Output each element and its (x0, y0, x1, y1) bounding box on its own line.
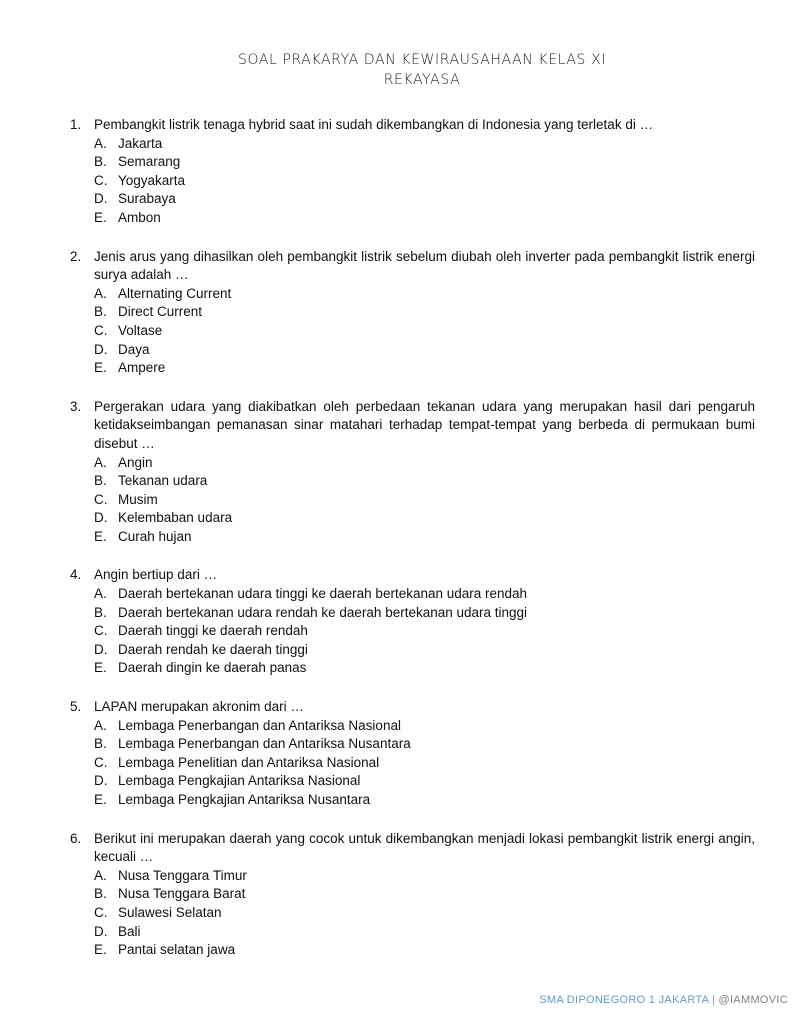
option-text: Surabaya (118, 191, 176, 207)
option-letter: C. (94, 754, 108, 770)
answer-option (94, 472, 755, 491)
answer-options (70, 454, 755, 547)
option-letter: C. (94, 172, 108, 188)
option-text: Lembaga Penerbangan dan Antariksa Nusantara (118, 736, 411, 752)
answer-option (94, 341, 755, 360)
option-letter: A. (94, 285, 107, 301)
option-text: Voltase (118, 322, 163, 338)
footer-separator: | (711, 994, 716, 1006)
question-text: Pergerakan udara yang diakibatkan oleh perbedaan tekanan udara yang merupakan hasil dari pengaruh ketidakseimbangan pemanasan sinar matahari terhadap tempat-tempat yang berbeda di permukaan bumi disebut … (94, 398, 755, 451)
option-text: Musim (118, 491, 158, 507)
answer-option (94, 359, 755, 378)
option-text: Lembaga Pengkajian Antariksa Nasional (118, 773, 361, 789)
question-text: LAPAN merupakan akronim dari … (94, 699, 304, 715)
option-text: Daya (118, 341, 150, 357)
answer-option (94, 153, 755, 172)
answer-option (94, 303, 755, 322)
option-text: Curah hujan (118, 528, 192, 544)
option-text: Daerah rendah ke daerah tinggi (118, 641, 308, 657)
answer-option (94, 923, 755, 942)
page-footer (539, 994, 788, 1006)
question-item (70, 830, 755, 960)
question-item (70, 398, 755, 547)
option-text: Ambon (118, 209, 161, 225)
option-letter: D. (94, 641, 108, 657)
option-text: Yogyakarta (118, 172, 186, 188)
answer-options (70, 867, 755, 960)
option-text: Daerah bertekanan udara tinggi ke daerah bertekanan udara rendah (118, 586, 528, 602)
option-letter: D. (94, 923, 108, 939)
option-letter: B. (94, 604, 107, 620)
option-text: Angin (118, 454, 153, 470)
answer-option (94, 659, 755, 678)
option-letter: E. (94, 360, 107, 376)
option-text: Lembaga Pengkajian Antariksa Nusantara (118, 792, 371, 807)
option-text: Kelembaban udara (118, 510, 233, 526)
option-text: Daerah bertekanan udara rendah ke daerah bertekanan udara tinggi (118, 604, 528, 620)
answer-option (94, 791, 755, 810)
option-letter: A. (94, 454, 107, 470)
option-text: Semarang (118, 154, 181, 170)
option-letter: E. (94, 528, 107, 544)
answer-options (70, 285, 755, 378)
question-number: 5. (70, 699, 82, 715)
answer-options (70, 585, 755, 678)
question-item (70, 566, 755, 678)
question-row (70, 566, 755, 585)
question-list (70, 116, 755, 980)
option-letter: A. (94, 586, 107, 602)
question-row (70, 248, 755, 285)
answer-option (94, 735, 755, 754)
answer-option (94, 941, 755, 960)
option-letter: C. (94, 322, 108, 338)
answer-option (94, 491, 755, 510)
question-item (70, 698, 755, 810)
answer-option (94, 585, 755, 604)
answer-option (94, 190, 755, 209)
document-title: SOAL PRAKARYA DAN KEWIRAUSAHAAN KELAS XI (237, 52, 607, 68)
option-letter: C. (94, 904, 108, 920)
question-item (70, 116, 755, 228)
answer-option (94, 172, 755, 191)
option-text: Ampere (118, 360, 166, 376)
option-letter: D. (94, 341, 108, 357)
option-text: Lembaga Penerbangan dan Antariksa Nasional (118, 717, 401, 733)
question-item (70, 248, 755, 378)
question-row (70, 116, 755, 135)
answer-option (94, 641, 755, 660)
option-letter: D. (94, 773, 108, 789)
answer-option (94, 622, 755, 641)
option-letter: D. (94, 510, 108, 526)
question-row (70, 398, 755, 454)
option-letter: E. (94, 942, 107, 958)
option-text: Direct Current (118, 304, 203, 320)
option-letter: B. (94, 473, 107, 489)
footer-school: SMA DIPONEGORO 1 JAKARTA (539, 994, 709, 1006)
answer-option (94, 509, 755, 528)
question-number: 3. (70, 398, 82, 414)
option-text: Daerah dingin ke daerah panas (118, 660, 307, 676)
option-text: Tekanan udara (118, 473, 208, 489)
question-number: 2. (70, 248, 82, 264)
option-text: Jakarta (118, 135, 163, 151)
question-number: 6. (70, 830, 82, 846)
answer-option (94, 867, 755, 886)
option-letter: E. (94, 209, 107, 225)
question-text: Pembangkit listrik tenaga hybrid saat ini sudah dikembangkan di Indonesia yang terletak di … (94, 117, 654, 132)
document-subtitle: REKAYASA (383, 72, 461, 88)
option-letter: E. (94, 792, 107, 807)
option-letter: A. (94, 867, 107, 883)
option-letter: A. (94, 717, 107, 733)
question-text: Angin bertiup dari … (94, 567, 218, 583)
answer-option (94, 322, 755, 341)
option-text: Daerah tinggi ke daerah rendah (118, 623, 308, 639)
option-text: Alternating Current (118, 285, 232, 301)
footer-handle: @IAMMOVIC (718, 994, 788, 1006)
option-letter: C. (94, 623, 108, 639)
question-number: 4. (70, 567, 82, 583)
question-row (70, 698, 755, 717)
option-letter: B. (94, 304, 107, 320)
option-letter: E. (94, 660, 107, 676)
answer-options (70, 135, 755, 228)
option-text: Nusa Tenggara Barat (118, 886, 246, 902)
option-text: Nusa Tenggara Timur (118, 867, 247, 883)
answer-option (94, 772, 755, 791)
answer-option (94, 135, 755, 154)
answer-option (94, 604, 755, 623)
option-text: Lembaga Penelitian dan Antariksa Nasional (118, 754, 380, 770)
option-text: Sulawesi Selatan (118, 904, 222, 920)
answer-option (94, 904, 755, 923)
question-text: Jenis arus yang dihasilkan oleh pembangkit listrik sebelum diubah oleh inverter pada pembangkit listrik energi surya adalah … (94, 248, 755, 283)
answer-option (94, 454, 755, 473)
option-text: Bali (118, 923, 141, 939)
option-letter: B. (94, 154, 107, 170)
option-letter: C. (94, 491, 108, 507)
option-letter: B. (94, 886, 107, 902)
question-text: Berikut ini merupakan daerah yang cocok untuk dikembangkan menjadi lokasi pembangkit listrik energi angin, kecuali … (94, 830, 755, 865)
question-number: 1. (70, 117, 82, 132)
question-row (70, 830, 755, 867)
option-letter: D. (94, 191, 108, 207)
answer-option (94, 717, 755, 736)
answer-option (94, 754, 755, 773)
answer-option (94, 528, 755, 547)
answer-option (94, 885, 755, 904)
option-letter: A. (94, 135, 107, 151)
answer-option (94, 209, 755, 228)
option-letter: B. (94, 736, 107, 752)
answer-options (70, 717, 755, 810)
answer-option (94, 285, 755, 304)
option-text: Pantai selatan jawa (118, 942, 236, 958)
